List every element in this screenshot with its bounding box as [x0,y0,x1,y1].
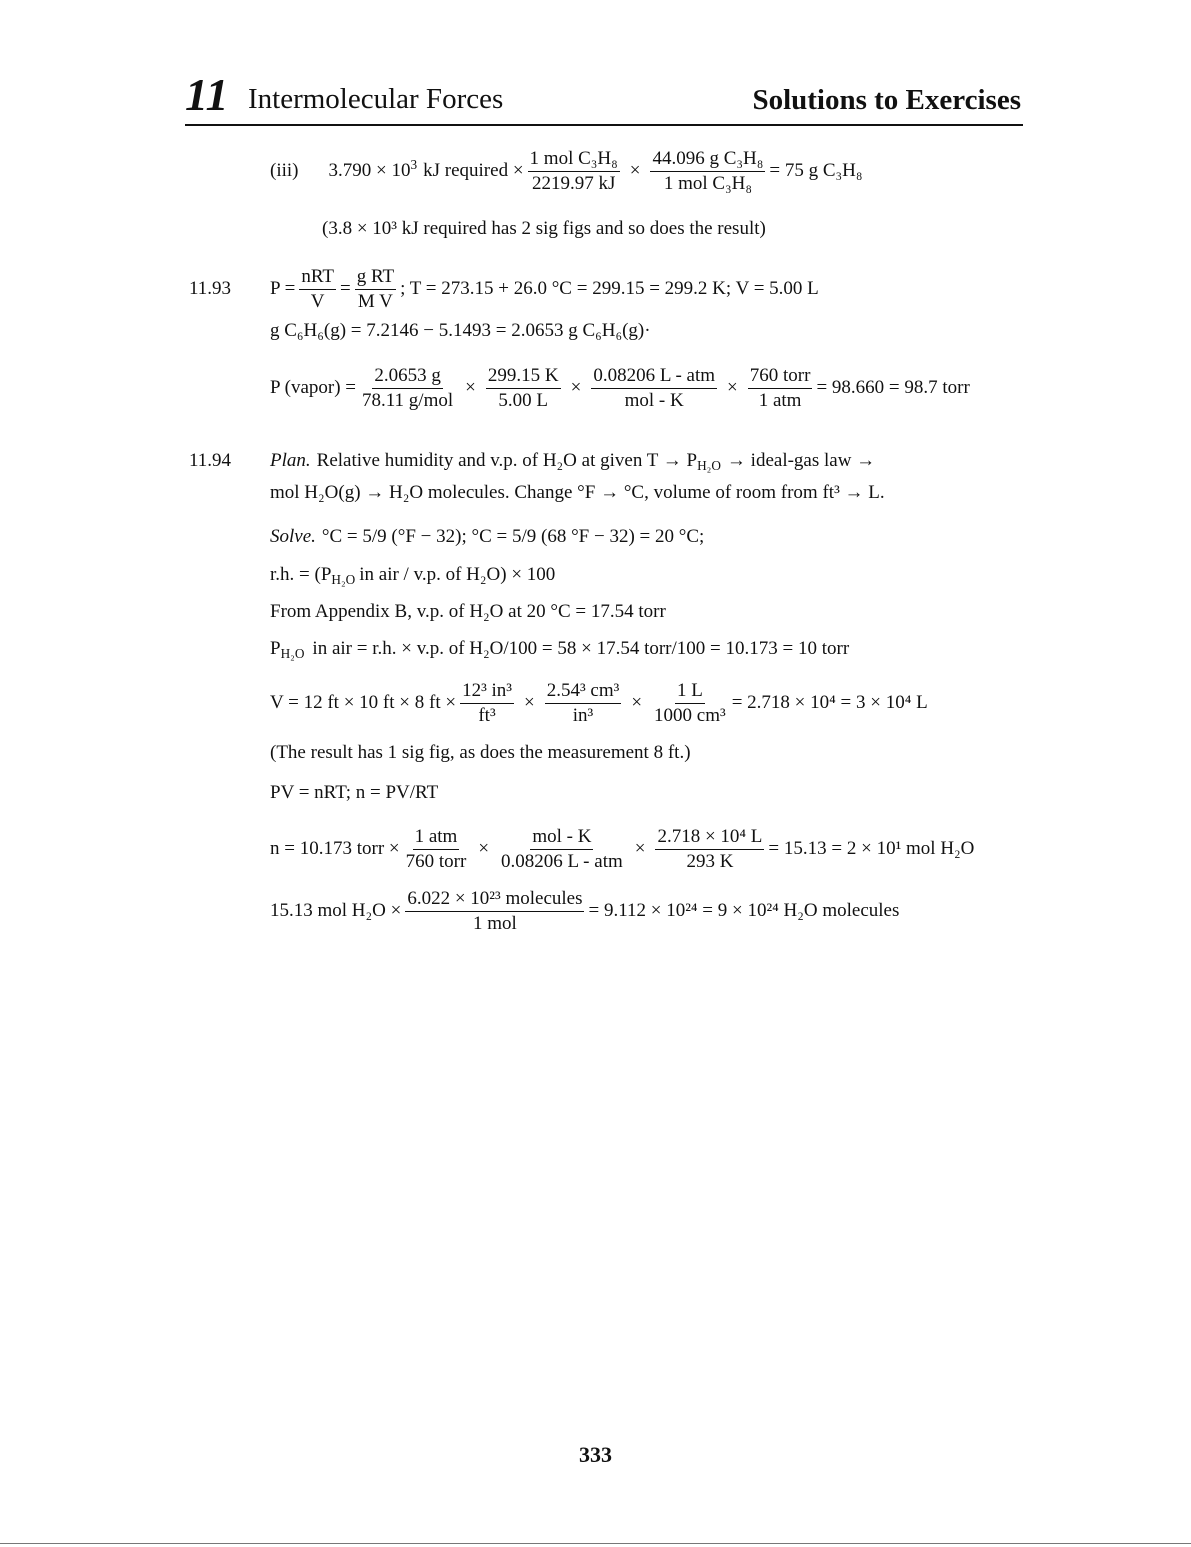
sigfig-note: (The result has 1 sig fig, as does the measurement 8 ft.) [270,742,691,763]
fraction [652,680,728,727]
moles-result: = 15.13 = 2 × 10¹ mol H₂O [768,838,975,860]
fraction [748,365,813,412]
fraction [486,365,561,412]
rh-line [270,564,555,586]
iii-lead: 3.790 × 10 [328,160,411,182]
fraction [460,680,514,727]
scan-edge [0,1543,1191,1544]
moles-label: n = 10.173 torr × [270,838,400,860]
iii-result: = 75 g C₃H₈ [769,160,863,182]
denominator: in³ [572,704,594,726]
iii-note: (3.8 × 10³ kJ required has 2 sig figs and so does the result) [322,218,766,239]
vapor-label: P (vapor) = [270,377,356,399]
equation-iii: (iii) 3.790 × 10 $^3$ kJ required × $\frac{\text{1 mol C₃H₈}}{2219.97 kJ}$ × $\frac{\text{44.096 g C₃H₈}}{\text{1 mol C₃H₈}}$ = 75 g C₃H₈ [270,148,863,194]
denominator: mol - K [624,389,684,411]
p-label: P = [270,278,296,300]
plan-subscript: H₂O [697,458,721,473]
solve-label: Solve. [270,526,316,547]
solve-text: °C = 5/9 (°F − 32); °C = 5/9 (68 °F − 32) = 20 °C; [321,526,705,547]
fraction [360,365,455,412]
denominator: M V [357,290,393,312]
numerator: 44.096 g C₃H₈ [650,148,765,172]
molecules-label: 15.13 mol H₂O × [270,900,402,922]
appendix-line: From Appendix B, v.p. of H₂O at 20 °C = 17.54 torr [270,601,666,622]
numerator: 2.718 × 10⁴ L [655,826,764,850]
numerator: 2.54³ cm³ [545,680,622,704]
pair-subscript: H₂O [280,646,305,661]
fraction [655,826,764,873]
denominator: 78.11 g/mol [362,389,454,411]
rh-b: in air / v.p. of H₂O) × 100 [359,564,556,585]
numerator: 1 L [675,680,705,704]
numerator: 1 mol C₃H₈ [528,148,620,172]
fraction [591,365,717,412]
numerator: 299.15 K [486,365,561,389]
pressure-line [270,638,849,660]
rh-subscript: H₂O [331,572,356,587]
denominator: 1 mol [473,912,517,934]
denominator: 5.00 L [498,389,549,411]
numerator: 1 atm [413,826,460,850]
denominator: 760 torr [405,850,467,872]
plan-line-2: mol H₂O(g) → H₂O molecules. Change °F → °C, volume of room from ft³ → L. [270,482,885,503]
fraction [355,266,396,313]
iii-lead-exp: 3 [410,157,418,173]
page-number: 333 [579,1442,612,1467]
fraction [545,680,622,727]
fraction [499,826,625,873]
numerator: 12³ in³ [460,680,514,704]
plan-text: Relative humidity and v.p. of H₂O at given T → P [316,450,698,471]
section-title: Solutions to Exercises [752,84,1021,116]
denominator: 0.08206 L - atm [501,850,623,872]
fraction [405,888,584,935]
denominator: 1 atm [758,389,802,411]
vapor-result: = 98.660 = 98.7 torr [816,377,970,399]
chapter-title: Intermolecular Forces [248,83,504,115]
molecules-result: = 9.112 × 10²⁴ = 9 × 10²⁴ H₂O molecules [588,900,900,922]
iii-lead-tail: kJ required × [423,160,524,182]
plan-tail: → ideal-gas law → [726,450,876,471]
equals: = [339,278,351,300]
volume-result: = 2.718 × 10⁴ = 3 × 10⁴ L [731,692,928,714]
fraction [528,148,620,195]
volume-label: V = 12 ft × 10 ft × 8 ft × [270,692,457,714]
numerator: mol - K [530,826,593,850]
denominator: 293 K [686,850,734,872]
equation-vapor-pressure: P (vapor) = $\frac{2.0653 g}{\text{78.11 g/mol}}$ × $\frac{299.15 K}{5.00 L}$ × $\frac{\text{0.08206 L - atm}}{\text{mol - K}}$ × $\frac{\text{760 torr}}{\text{1 atm}}$ = 98.660 = 98.7 torr [270,365,970,411]
denominator: 1000 cm³ [654,704,726,726]
numerator: nRT [299,266,336,290]
exercise-number-11-93: 11.93 [189,278,232,299]
pair-b: in air = r.h. × v.p. of H₂O/100 = 58 × 17.54 torr/100 = 10.173 = 10 torr [312,638,850,659]
fraction [650,148,765,195]
pv-line: PV = nRT; n = PV/RT [270,782,439,803]
benzene-mass-line: g C₆H₆(g) = 7.2146 − 5.1493 = 2.0653 g C₆H₆(g)· [270,320,651,341]
pair-a: P [270,638,281,659]
numerator: 2.0653 g [372,365,443,389]
numerator: 6.022 × 10²³ molecules [405,888,584,912]
plan-label: Plan. [270,450,311,471]
label-iii: (iii) [270,160,299,182]
fraction [299,266,336,313]
equation-molecules [270,888,899,935]
denominator: ft³ [478,704,496,726]
fraction [404,826,469,873]
chapter-number: 11 [185,69,229,120]
denominator: 1 mol C₃H₈ [663,172,753,194]
rh-a: r.h. = (P [270,564,332,585]
solve-line [270,526,704,548]
denominator: V [310,290,325,312]
equation-moles: n = 10.173 torr × $\frac{\text{1 atm}}{\text{760 torr}}$ × $\frac{\text{mol - K}}{\text{0.08206 L - atm}}$ × $\frac{\text{2.718 × 10⁴ L}}{293 K}$ = 15.13 = 2 × 10¹ mol H₂O [270,826,975,872]
header-rule [185,124,1023,126]
equation-tail: ; T = 273.15 + 26.0 °C = 299.15 = 299.2 K; V = 5.00 L [400,278,819,300]
equation-ideal-gas [270,266,819,313]
numerator: 0.08206 L - atm [591,365,717,389]
denominator: 2219.97 kJ [531,172,616,194]
plan-line [270,450,875,472]
exercise-number-11-94: 11.94 [189,450,232,471]
numerator: g RT [355,266,396,290]
numerator: 760 torr [748,365,813,389]
equation-volume: V = 12 ft × 10 ft × 8 ft × $\frac{\text{12³ in³}}{\text{ft³}}$ × $\frac{\text{2.54³ cm³}}{\text{in³}}$ × $\frac{1 L}{\text{1000 cm³}}$ = 2.718 × 10⁴ = 3 × 10⁴ L [270,680,928,726]
